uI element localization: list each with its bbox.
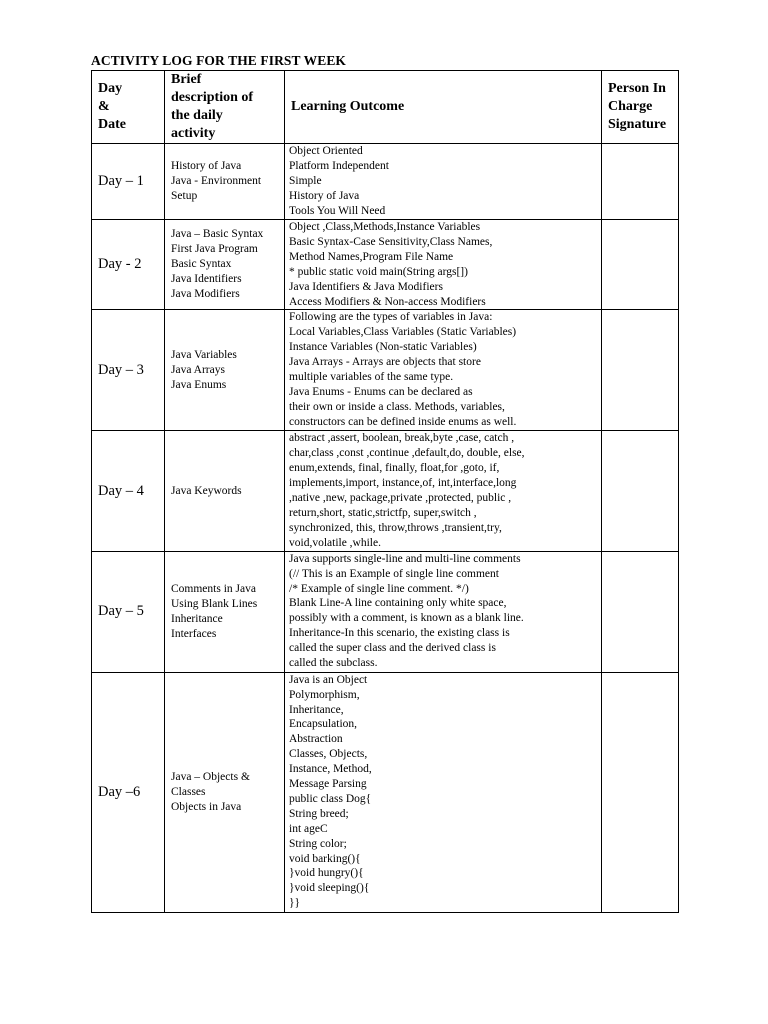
- outcome-line: synchronized, this, throw,throws ,transient,try,: [289, 521, 502, 534]
- header-signature-line: Person In: [608, 81, 666, 96]
- description-line: Interfaces: [171, 627, 217, 640]
- description-cell: [165, 310, 285, 431]
- outcome-line: Classes, Objects,: [289, 748, 368, 761]
- description-line: Comments in Java: [171, 582, 256, 595]
- header-signature-line: Signature: [608, 117, 667, 132]
- day-cell: Day –6: [92, 672, 165, 912]
- outcome-line: }void hungry(){: [289, 867, 364, 880]
- header-description-line: description of: [171, 90, 254, 105]
- signature-cell: [602, 144, 679, 220]
- outcome-line: String color;: [289, 837, 347, 850]
- header-row: [92, 71, 679, 144]
- outcome-line: }void sleeping(){: [289, 882, 370, 895]
- outcome-line: Access Modifiers & Non-access Modifiers: [289, 295, 486, 308]
- header-description-line: Brief: [171, 72, 202, 87]
- outcome-line: Java Arrays - Arrays are objects that store: [289, 356, 481, 369]
- header-description: [165, 71, 285, 144]
- description-cell: [165, 672, 285, 912]
- outcome-line: Simple: [289, 174, 322, 187]
- outcome-line: called the subclass.: [289, 657, 378, 670]
- description-line: Setup: [171, 190, 198, 202]
- outcome-line: History of Java: [289, 189, 360, 202]
- outcome-line: Message Parsing: [289, 778, 367, 791]
- signature-cell: [602, 310, 679, 431]
- description-cell: [165, 220, 285, 310]
- outcome-line: Inheritance,: [289, 703, 344, 716]
- outcome-cell: [285, 144, 602, 220]
- header-day-line: &: [98, 99, 110, 114]
- outcome-line: void barking(){: [289, 852, 361, 865]
- outcome-line: char,class ,const ,continue ,default,do, double, else,: [289, 447, 525, 460]
- outcome-line: Instance Variables (Non-static Variables): [289, 341, 477, 354]
- outcome-cell: [285, 431, 602, 551]
- description-line: Java Arrays: [171, 363, 225, 376]
- description-cell: [165, 144, 285, 220]
- outcome-line: Polymorphism,: [289, 688, 360, 701]
- outcome-line: Abstraction: [289, 733, 343, 746]
- outcome-line: Encapsulation,: [289, 718, 358, 731]
- description-cell: [165, 431, 285, 551]
- outcome-line: Java Enums - Enums can be declared as: [289, 385, 473, 398]
- day-cell: Day – 4: [92, 431, 165, 551]
- outcome-cell: [285, 551, 602, 672]
- table-row: [92, 220, 679, 310]
- outcome-line: constructors can be defined inside enums as well.: [289, 415, 517, 428]
- outcome-line: Tools You Will Need: [289, 204, 386, 217]
- activity-log-table: [91, 70, 679, 913]
- description-line: Java Keywords: [171, 484, 242, 497]
- description-line: First Java Program: [171, 243, 258, 256]
- description-line: Java Variables: [171, 348, 237, 361]
- outcome-line: Following are the types of variables in Java:: [289, 311, 493, 324]
- outcome-line: enum,extends, final, finally, float,for ,goto, if,: [289, 462, 500, 475]
- description-line: History of Java: [171, 160, 242, 172]
- outcome-line: implements,import, instance,of, int,interface,long: [289, 477, 517, 490]
- header-description-line: the daily: [171, 108, 223, 123]
- table-row: [92, 672, 679, 912]
- table-row: [92, 310, 679, 431]
- outcome-line: /* Example of single line comment. */): [289, 582, 469, 595]
- description-line: Java – Basic Syntax: [171, 228, 264, 241]
- outcome-line: Object ,Class,Methods,Instance Variables: [289, 221, 481, 233]
- table-row: [92, 144, 679, 220]
- header-description-line: activity: [171, 126, 216, 141]
- outcome-cell: [285, 672, 602, 912]
- description-cell: [165, 551, 285, 672]
- outcome-line: abstract ,assert, boolean, break,byte ,case, catch ,: [289, 432, 515, 445]
- signature-cell: [602, 220, 679, 310]
- outcome-line: Java is an Object: [289, 673, 368, 686]
- day-cell: Day – 1: [92, 144, 165, 220]
- description-line: Basic Syntax: [171, 258, 232, 271]
- outcome-line: (// This is an Example of single line comment: [289, 567, 499, 580]
- day-cell: Day - 2: [92, 220, 165, 310]
- outcome-line: return,short, static,strictfp, super,switch ,: [289, 506, 477, 519]
- outcome-cell: [285, 310, 602, 431]
- signature-cell: [602, 551, 679, 672]
- signature-cell: [602, 431, 679, 551]
- day-cell: Day – 3: [92, 310, 165, 431]
- outcome-line: Basic Syntax-Case Sensitivity,Class Names,: [289, 235, 493, 248]
- outcome-line: * public static void main(String args[]): [289, 265, 468, 278]
- outcome-line: multiple variables of the same type.: [289, 371, 454, 384]
- outcome-line: called the super class and the derived class is: [289, 642, 496, 655]
- outcome-line: Object Oriented: [289, 145, 363, 157]
- outcome-line: Local Variables,Class Variables (Static Variables): [289, 326, 517, 339]
- page-title: ACTIVITY LOG FOR THE FIRST WEEK: [91, 53, 347, 68]
- header-signature: [602, 71, 679, 144]
- outcome-line: void,volatile ,while.: [289, 536, 381, 549]
- description-line: Inheritance: [171, 612, 223, 625]
- outcome-line: public class Dog{: [289, 792, 372, 805]
- day-cell: Day – 5: [92, 551, 165, 672]
- outcome-line: }}: [289, 897, 301, 910]
- header-day-line: Day: [98, 81, 123, 96]
- outcome-line: Instance, Method,: [289, 763, 372, 776]
- outcome-line: int ageC: [289, 822, 328, 835]
- description-line: Classes: [171, 785, 206, 798]
- description-line: Java Identifiers: [171, 273, 242, 286]
- signature-cell: [602, 672, 679, 912]
- outcome-cell: [285, 220, 602, 310]
- outcome-line: possibly with a comment, is known as a blank line.: [289, 612, 524, 625]
- table-row: [92, 431, 679, 551]
- outcome-line: Java Identifiers & Java Modifiers: [289, 280, 443, 293]
- outcome-line: String breed;: [289, 807, 349, 820]
- description-line: Java Modifiers: [171, 288, 240, 301]
- outcome-line: ,native ,new, package,private ,protected, public ,: [289, 492, 512, 505]
- outcome-line: Java supports single-line and multi-line comments: [289, 552, 521, 565]
- outcome-line: Method Names,Program File Name: [289, 250, 454, 263]
- description-line: Using Blank Lines: [171, 597, 258, 610]
- outcome-line: Inheritance-In this scenario, the existing class is: [289, 627, 510, 640]
- description-line: Java Enums: [171, 378, 227, 391]
- description-line: Java – Objects &: [171, 770, 250, 783]
- header-learning-outcome: Learning Outcome: [285, 71, 602, 144]
- outcome-line: their own or inside a class. Methods, variables,: [289, 400, 505, 413]
- outcome-line: Platform Independent: [289, 159, 389, 172]
- description-line: Java - Environment: [171, 175, 262, 187]
- header-day-line: Date: [98, 117, 126, 132]
- table-row: [92, 551, 679, 672]
- description-line: Objects in Java: [171, 800, 242, 813]
- header-day-date: [92, 71, 165, 144]
- outcome-line: Blank Line-A line containing only white space,: [289, 597, 507, 610]
- header-signature-line: Charge: [608, 99, 653, 114]
